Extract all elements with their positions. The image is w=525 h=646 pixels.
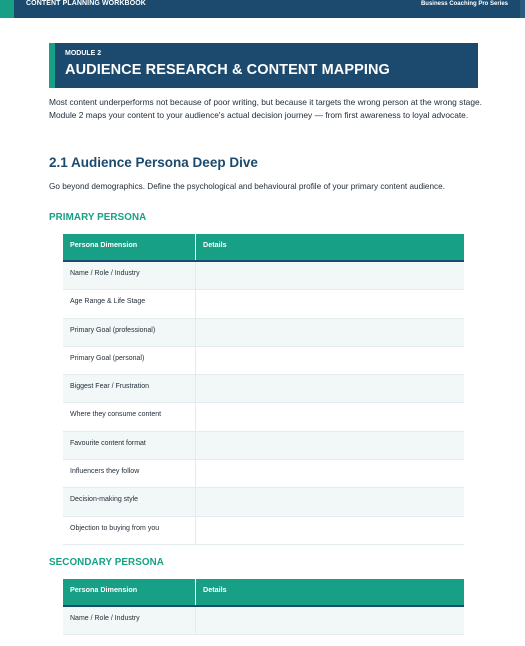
details-cell[interactable]	[196, 607, 464, 634]
module-number: MODULE 2	[65, 50, 102, 57]
details-cell[interactable]	[196, 375, 464, 402]
details-cell[interactable]	[196, 403, 464, 430]
section-heading: 2.1 Audience Persona Deep Dive	[49, 155, 258, 170]
secondary-persona-heading: SECONDARY PERSONA	[49, 557, 164, 568]
dimension-label: Primary Goal (professional)	[63, 319, 196, 346]
details-cell[interactable]	[196, 319, 464, 346]
table-row	[63, 319, 464, 347]
table-row	[63, 290, 464, 318]
table-row	[63, 347, 464, 375]
series-title: Business Coaching Pro Series	[420, 1, 508, 7]
details-cell[interactable]	[196, 488, 464, 515]
section-description: Go beyond demographics. Define the psychological and behavioural profile of your primary content audience.	[49, 182, 445, 191]
dimension-label: Influencers they follow	[63, 460, 196, 487]
details-cell[interactable]	[196, 517, 464, 544]
table-row	[63, 488, 464, 516]
table-row	[63, 432, 464, 460]
details-cell[interactable]	[196, 290, 464, 317]
table-row	[63, 262, 464, 290]
module-intro: Most content underperforms not because of poor writing, but because it targets the wrong person at the wrong stage. Module 2 maps your content to your audience's actual decision journey — from first awareness to loyal advocate.	[49, 97, 482, 120]
secondary-persona-table	[63, 579, 464, 635]
table-header	[63, 579, 464, 607]
workbook-title: CONTENT PLANNING WORKBOOK	[26, 0, 146, 7]
primary-persona-table	[63, 234, 464, 545]
dimension-label: Name / Role / Industry	[63, 607, 196, 634]
header-accent	[0, 0, 14, 18]
module-title: AUDIENCE RESEARCH & CONTENT MAPPING	[65, 62, 390, 78]
details-cell[interactable]	[196, 460, 464, 487]
table-row	[63, 460, 464, 488]
dimension-label: Favourite content format	[63, 432, 196, 459]
dimension-label: Primary Goal (personal)	[63, 347, 196, 374]
table-header	[63, 234, 464, 262]
column-header-dimension: Persona Dimension	[63, 234, 196, 260]
module-banner-accent	[49, 43, 55, 88]
dimension-label: Where they consume content	[63, 403, 196, 430]
table-row	[63, 517, 464, 545]
column-header-dimension: Persona Dimension	[63, 579, 196, 605]
primary-persona-heading: PRIMARY PERSONA	[49, 212, 147, 223]
dimension-label: Age Range & Life Stage	[63, 290, 196, 317]
dimension-label: Objection to buying from you	[63, 517, 196, 544]
details-cell[interactable]	[196, 347, 464, 374]
dimension-label: Biggest Fear / Frustration	[63, 375, 196, 402]
header-right-strip	[520, 0, 525, 18]
dimension-label: Name / Role / Industry	[63, 262, 196, 289]
dimension-label: Decision-making style	[63, 488, 196, 515]
table-row	[63, 375, 464, 403]
column-header-details: Details	[203, 585, 227, 594]
top-header-bar	[0, 0, 525, 18]
details-cell[interactable]	[196, 432, 464, 459]
table-row	[63, 607, 464, 635]
column-header-details: Details	[203, 240, 227, 249]
details-cell[interactable]	[196, 262, 464, 289]
module-banner	[49, 43, 478, 88]
table-row	[63, 403, 464, 431]
